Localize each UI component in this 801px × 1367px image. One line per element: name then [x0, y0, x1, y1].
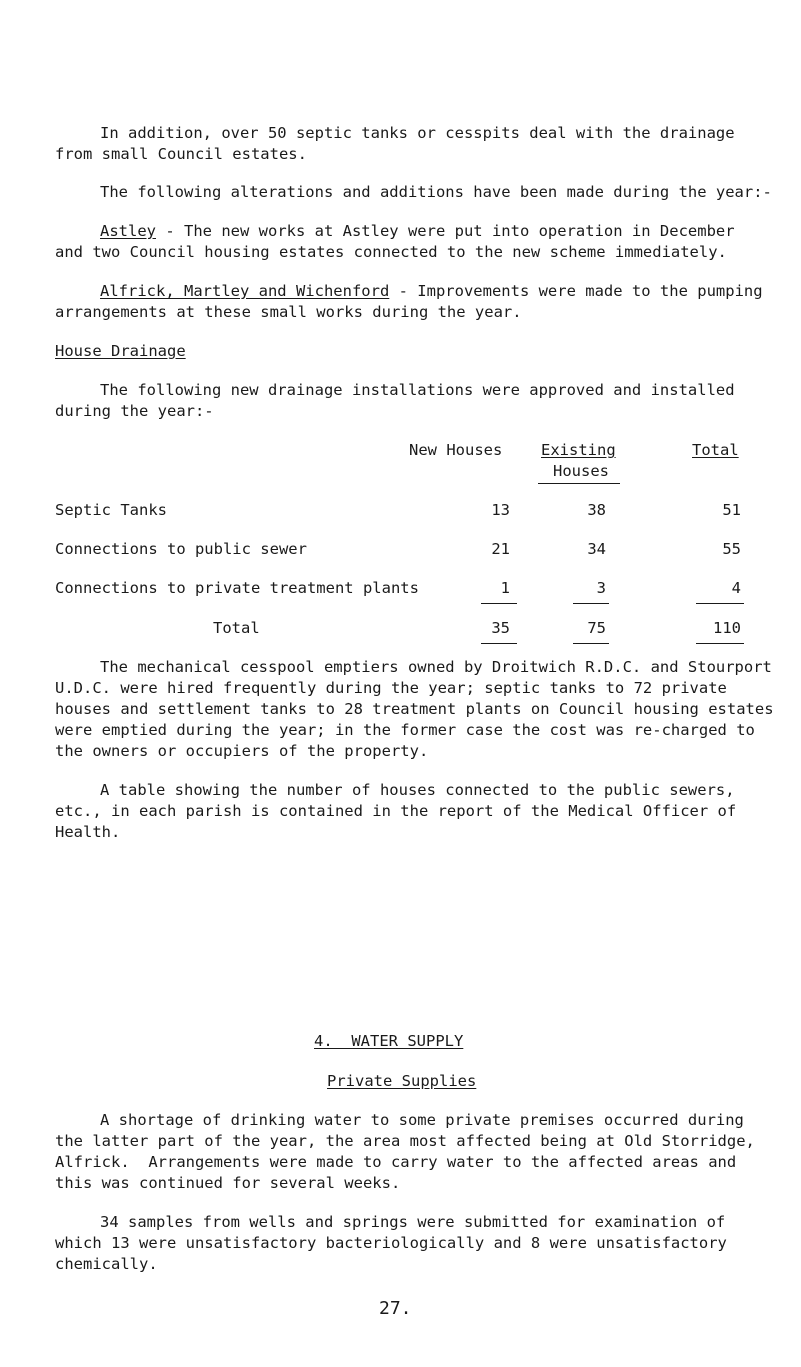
total-total: 110 [713, 619, 741, 637]
cesspool-line-2: U.D.C. were hired frequently during the year; septic tanks to 72 private [55, 679, 727, 697]
house-drainage-heading: House Drainage [55, 342, 186, 360]
total-label: Total [213, 619, 260, 637]
col-header-total: Total [692, 441, 739, 459]
page-number: 27. [379, 1298, 412, 1319]
col-header-existing-1: Existing [541, 441, 616, 459]
sewers-note-line-2: etc., in each parish is contained in the report of the Medical Officer of [55, 802, 737, 820]
sewers-note-line-3: Health. [55, 823, 121, 841]
astley-heading: Astley [100, 222, 156, 240]
alfrick-line-1: - Improvements were made to the pumping [389, 282, 763, 300]
cesspool-line-5: the owners or occupiers of the property. [55, 742, 429, 760]
cell-new: 21 [491, 540, 510, 558]
house-drainage-line-1: The following new drainage installations were approved and installed [100, 381, 735, 399]
total-rule-existing [573, 643, 609, 644]
private-supplies-subheading: Private Supplies [327, 1072, 477, 1090]
astley-line-2: and two Council housing estates connected to the new scheme immediately. [55, 243, 727, 261]
col-header-existing-2: Houses [553, 462, 609, 480]
water-p2-line-3: chemically. [55, 1255, 158, 1273]
water-p2-line-2: which 13 were unsatisfactory bacteriologically and 8 were unsatisfactory [55, 1234, 727, 1252]
water-supply-heading: 4. WATER SUPPLY [314, 1032, 464, 1050]
cell-total: 51 [722, 501, 741, 519]
sewers-note-line-1: A table showing the number of houses connected to the public sewers, [100, 781, 735, 799]
cell-total: 4 [731, 579, 741, 597]
cell-existing: 3 [596, 579, 606, 597]
alfrick-line-2: arrangements at these small works during the year. [55, 303, 522, 321]
alfrick-heading: Alfrick, Martley and Wichenford [100, 282, 390, 300]
total-rule-new [481, 643, 517, 644]
cesspool-line-4: were emptied during the year; in the former case the cost was re-charged to [55, 721, 755, 739]
total-existing: 75 [587, 619, 606, 637]
total-new: 35 [491, 619, 510, 637]
cell-new: 13 [491, 501, 510, 519]
cesspool-line-1: The mechanical cesspool emptiers owned by Droitwich R.D.C. and Stourport [100, 658, 772, 676]
intro-line-2: from small Council estates. [55, 145, 307, 163]
sum-rule-total [696, 603, 744, 604]
col-header-new-houses: New Houses [409, 441, 503, 459]
row-label: Connections to public sewer [55, 540, 307, 558]
cesspool-line-3: houses and settlement tanks to 28 treatment plants on Council housing estates [55, 700, 774, 718]
water-p1-line-1: A shortage of drinking water to some private premises occurred during [100, 1111, 744, 1129]
intro-line-1: In addition, over 50 septic tanks or cesspits deal with the drainage [100, 124, 735, 142]
alfrick-paragraph [100, 282, 763, 300]
water-p1-line-3: Alfrick. Arrangements were made to carry water to the affected areas and [55, 1153, 737, 1171]
cell-existing: 34 [587, 540, 606, 558]
row-label: Septic Tanks [55, 501, 167, 519]
water-p2-line-1: 34 samples from wells and springs were submitted for examination of [100, 1213, 726, 1231]
astley-paragraph [100, 222, 735, 240]
cell-existing: 38 [587, 501, 606, 519]
water-p1-line-4: this was continued for several weeks. [55, 1174, 401, 1192]
house-drainage-line-2: during the year:- [55, 402, 214, 420]
total-rule-total [696, 643, 744, 644]
cell-new: 1 [500, 579, 510, 597]
row-label: Connections to private treatment plants [55, 579, 419, 597]
cell-total: 55 [722, 540, 741, 558]
water-p1-line-2: the latter part of the year, the area most affected being at Old Storridge, [55, 1132, 755, 1150]
sum-rule-new [481, 603, 517, 604]
sum-rule-existing [573, 603, 609, 604]
astley-line-1: - The new works at Astley were put into operation in December [156, 222, 735, 240]
alterations-line-1: The following alterations and additions have been made during the year:- [100, 183, 772, 201]
existing-header-rule [538, 483, 620, 484]
